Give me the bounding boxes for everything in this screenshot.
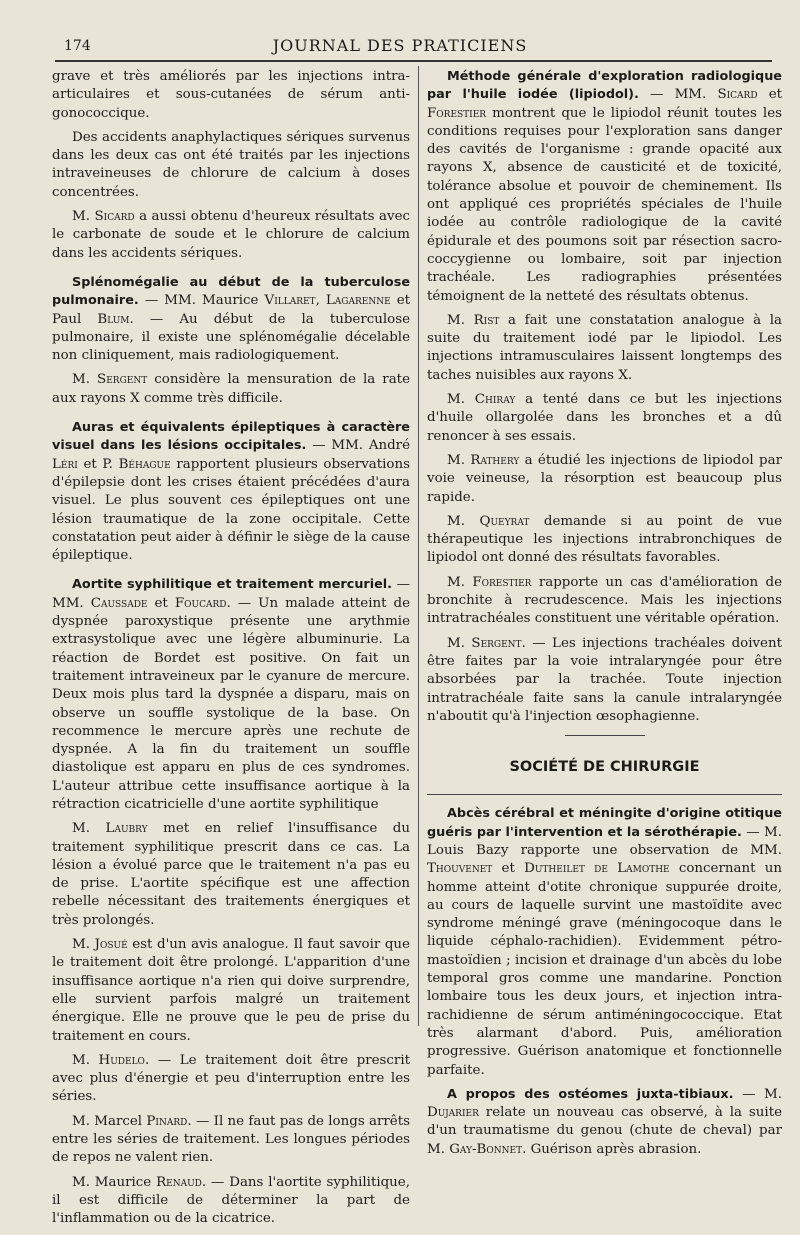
section-rule [427, 794, 782, 795]
author-name: Gay-Bonnet [449, 1141, 523, 1157]
author-name: Dutheilet de Lamothe [524, 861, 670, 877]
author-name: Sicard [717, 87, 758, 103]
author-name: Forestier [472, 574, 532, 590]
header-rule [55, 60, 772, 62]
column-divider [418, 66, 419, 1026]
right-column [427, 68, 782, 1165]
paragraph: M. Queyrat demande si au point de vue thérapeutique les injections intrabronchiques de lipiodol ont donné des résultats favorables. [427, 513, 782, 566]
paragraph: M. Forestier rapporte un cas d'amélioration de bronchite à recrudescence. Mais les injections intratrachéales constituent une véritable opération. [427, 574, 782, 627]
article-title: Abcès cérébral et méningite d'origine otitique guéris par l'intervention et la sérothérapie. [427, 806, 782, 840]
article-abces-cerebral: Abcès cérébral et méningite d'origine otitique guéris par l'intervention et la sérothérapie. — M. Louis Bazy rapporte une observation de MM. Thouvenet et Dutheilet de Lamothe concernant un homme atteint d'otite chronique suppurée droite, au cours de laquelle survint une mastoïdite avec syndrome méningé grave (méningocoque dans le liquide céphalo-rachidien). Evidemment pétro-mastoïdien ; incision et drainage d'un abcès du lobe temporal gros comme une mandarine. Ponction lombaire tous les deux jours, et injection intra-rachidienne de sérum antiméningococcique. Etat très alarmant d'abord. Puis, amélioration progressive. Guérison anatomique et fonctionnelle parfaite. [427, 806, 782, 1078]
article-lipiodol: Méthode générale d'exploration radiologique par l'huile iodée (lipiodol). — MM. Sicard et Forestier montrent que le lipiodol réunit toutes les conditions requises pour l'exploration sans danger des cavités de l'organisme : grande opacité aux rayons X, absence de causticité et de toxicité, tolérance absolue et pouvoir de cheminement. Ils ont appliqué ces propriétés spéciales de l'huile iodée au contrôle radiologique de la cavité épidurale et des poumons soit par résection sacro-coccygienne ou lombaire, soit par injection trachéale. Les radiographies présentées témoignent de la netteté des résultats obtenus. [427, 69, 783, 304]
author-name: Renaud [156, 1174, 202, 1190]
paragraph: M. Rathery a étudié les injections de lipiodol par voie veineuse, la résorption est beaucoup plus rapide. [427, 452, 782, 505]
section-title: SOCIÉTÉ DE CHIRURGIE [509, 759, 700, 776]
paragraph: grave et très améliorés par les injections intra-articulaires et sous-cutanées de sérum anti-gonococcique. [52, 69, 410, 121]
paragraph: M. Sergent. — Les injections trachéales doivent être faites par la voie intralaryngée pour être absorbées par la trachée. Toute injection intratrachéale faite sans la canule intralaryngée n'aboutit qu'à l'injection œsophagienne. [427, 635, 782, 724]
author-name: Léri [52, 456, 78, 472]
author-name: Forestier [427, 105, 487, 121]
author-name: Villaret [264, 293, 316, 309]
author-name: Foucard [174, 595, 227, 611]
paragraph: M. Josué est d'un avis analogue. Il faut savoir que le traitement doit être prolongé. L'apparition d'une insuffisance aortique n'a rien qui doive surprendre, elle survient parfois malgré un traitement énergique. Elle ne prouve que le peu de prise du traitement en cours. [52, 937, 410, 1044]
author-name: Rathery [470, 452, 520, 468]
author-name: Béhague [118, 456, 171, 472]
running-head: JOURNAL DES PRATICIENS [272, 36, 528, 55]
paragraph: M. Maurice Renaud. — Dans l'aortite syphilitique, il est difficile de déterminer la part de l'inflammation ou de la cicatrice. [52, 1174, 410, 1227]
author-name: Josué [94, 937, 128, 953]
short-rule [565, 735, 645, 736]
author-name: Lagarenne [325, 293, 391, 309]
author-name: Blum [97, 311, 130, 327]
article-title: Aortite syphilitique et traitement mercuriel. [72, 577, 393, 593]
author-name: Sicard [94, 209, 135, 225]
paragraph: Des accidents anaphylactiques sériques survenus dans les deux cas ont été traités par les injections intraveineuses de chlorure de calcium à doses concentrées. [52, 129, 410, 200]
paragraph: M. Chiray a tenté dans ce but les injections d'huile ollargolée dans les bronches et a dû renoncer à ses essais. [427, 392, 782, 444]
article-aortite: Aortite syphilitique et traitement mercuriel. — MM. Caussade et Foucard. — Un malade atteint de dyspnée paroxystique présente une arythmie extrasystolique avec une légère albuminurie. La réaction de Bordet est positive. On fait un traitement intraveineux par le cyanure de mercure. Deux mois plus tard la dyspnée a disparu, mais on observe un souffle systolique de la base. On recommence le mercure après une rechute de dyspnée. A la fin du traitement un souffle diastolique est apparu en plus de ces syndromes. L'auteur attribue cette insuffisance aortique à la rétraction cicatricielle d'une aortite syphilitique [52, 577, 411, 812]
article-title: A propos des ostéomes juxta-tibiaux. [447, 1086, 734, 1102]
author-name: Dujarier [427, 1105, 479, 1121]
author-name: Hudelo [98, 1052, 145, 1068]
paragraph: M. Sergent considère la mensuration de la rate aux rayons X comme très difficile. [52, 372, 410, 406]
author-name: Queyrat [479, 513, 530, 529]
article-osteomes: A propos des ostéomes juxta-tibiaux. — M. Dujarier relate un nouveau cas observé, à la suite d'un traumatisme du genou (chute de cheval) par M. Gay-Bonnet. Guérison après abrasion. [427, 1086, 783, 1157]
article-splenomegalie: Splénomégalie au début de la tuberculose pulmonaire. — MM. Maurice Villaret, Lagarenne et Paul Blum. — Au début de la tuberculose pulmonaire, il existe une splénomégalie décelable non cliniquement, mais radiologiquement. [52, 274, 411, 364]
author-name: Caussade [90, 595, 148, 611]
author-name: Thouvenet [427, 861, 493, 877]
paragraph: M. Sicard a aussi obtenu d'heureux résultats avec le carbonate de soude et le chlorure de calcium dans les accidents sériques. [52, 209, 410, 261]
article-auras: Auras et équivalents épileptiques à caractère visuel dans les lésions occipitales. — MM. André Léri et P. Béhague rapportent plusieurs observations d'épilepsie dont les crises étaient précédées d'aura visuel. Le plus souvent ces épileptiques ont une lésion traumatique de la zone occipitale. Cette constatation peut aider à définir le siège de la cause épileptique. [52, 420, 411, 564]
article-title: Auras et équivalents épileptiques à caractère visuel dans les lésions occipitales. [52, 420, 410, 454]
article-title: Méthode générale d'exploration radiologique par l'huile iodée (lipiodol). [427, 69, 782, 103]
paragraph: M. Rist a fait une constatation analogue à la suite du traitement iodé par le lipiodol. Les injections intramusculaires laissent longtemps des taches nuisibles aux rayons X. [427, 312, 782, 383]
page-number: 174 [64, 38, 91, 54]
author-name: Laubry [105, 821, 148, 837]
author-name: Pinard [146, 1113, 188, 1129]
paragraph: M. Hudelo. — Le traitement doit être prescrit avec plus d'énergie et peu d'interruption entre les séries. [52, 1052, 410, 1105]
paragraph: M. Marcel Pinard. — Il ne faut pas de longs arrêts entre les séries de traitement. Les longues périodes de repos ne valent rien. [52, 1113, 410, 1166]
author-name: Sergent [471, 635, 522, 651]
author-name: Sergent [97, 372, 148, 388]
paragraph: M. Laubry met en relief l'insuffisance du traitement syphilitique prescrit dans ce cas. La lésion a évolué parce que le traitement n'a pas eu de prise. L'aortite spécifique est une affection rebelle nécessitant des traitements énergiques et très prolongés. [52, 821, 410, 928]
author-name: Rist [473, 312, 500, 328]
article-title: Splénomégalie au début de la tuberculose pulmonaire. [52, 274, 410, 309]
author-name: Chiray [474, 392, 516, 408]
left-column [52, 68, 410, 1235]
